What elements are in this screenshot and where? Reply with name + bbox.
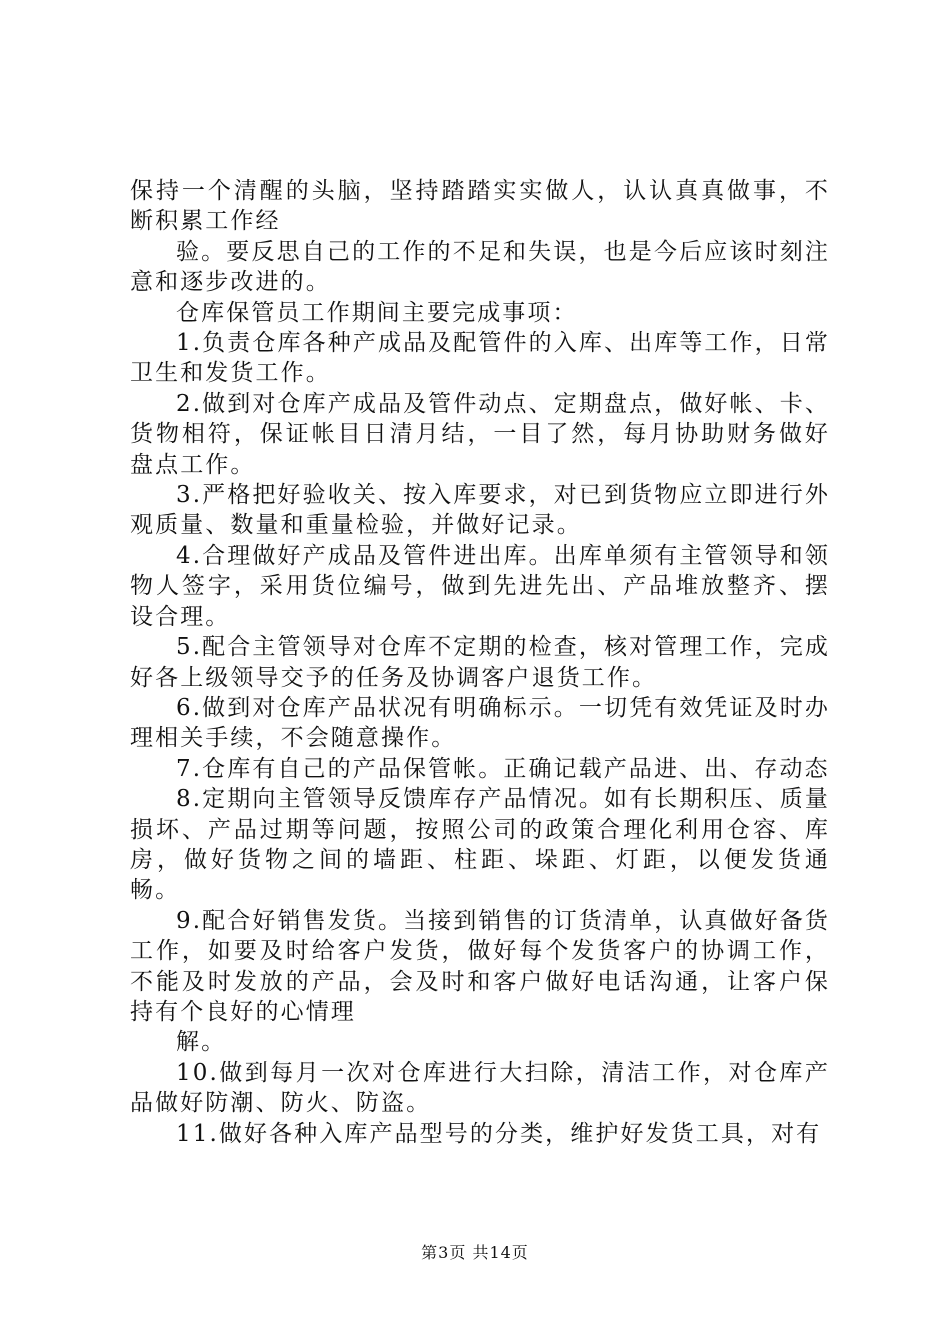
paragraph-9: 6.做到对仓库产品状况有明确标示。一切凭有效凭证及时办理相关手续，不会随意操作。 bbox=[130, 694, 830, 752]
document-body bbox=[130, 176, 830, 1149]
paragraph-13: 解。 bbox=[176, 1029, 227, 1056]
paragraph-2: 验。要反思自己的工作的不足和失误，也是今后应该时刻注意和逐步改进的。 bbox=[130, 238, 830, 296]
paragraph-10: 7.仓库有自己的产品保管帐。正确记载产品进、出、存动态 bbox=[176, 755, 830, 782]
paragraph-8: 5.配合主管领导对仓库不定期的检查，核对管理工作，完成好各上级领导交予的任务及协调客户退货工作。 bbox=[130, 634, 830, 691]
paragraph-5: 2.做到对仓库产成品及管件动点、定期盘点，做好帐、卡、货物相符，保证帐目日清月结，一目了然，每月协助财务做好盘点工作。 bbox=[130, 390, 830, 478]
paragraph-11: 8.定期向主管领导反馈库存产品情况。如有长期积压、质量损坏、产品过期等问题，按照公司的政策合理化利用仓容、库房，做好货物之间的墙距、柱距、垛距、灯距，以便发货通畅。 bbox=[130, 786, 830, 904]
paragraph-15: 11.做好各种入库产品型号的分类，维护好发货工具，对有 bbox=[176, 1120, 822, 1147]
paragraph-1: 保持一个清醒的头脑，坚持踏踏实实做人，认认真真做事，不断积累工作经 bbox=[130, 178, 830, 235]
paragraph-6: 3.严格把好验收关、按入库要求，对已到货物应立即进行外观质量、数量和重量检验，并做好记录。 bbox=[130, 482, 830, 539]
paragraph-14: 10.做到每月一次对仓库进行大扫除，清洁工作，对仓库产品做好防潮、防火、防盗。 bbox=[130, 1059, 830, 1117]
paragraph-7: 4.合理做好产成品及管件进出库。出库单须有主管领导和领物人签字，采用货位编号，做到先进先出、产品堆放整齐、摆设合理。 bbox=[130, 542, 830, 630]
page-footer: 第3页 共14页 bbox=[421, 1243, 529, 1262]
paragraph-3: 仓库保管员工作期间主要完成事项： bbox=[176, 299, 578, 326]
paragraph-4: 1.负责仓库各种产成品及配管件的入库、出库等工作，日常卫生和发货工作。 bbox=[130, 330, 830, 387]
paragraph-12: 9.配合好销售发货。当接到销售的订货清单，认真做好备货工作，如要及时给客户发货，做好每个发货客户的协调工作，不能及时发放的产品，会及时和客户做好电话沟通，让客户保持有个良好的心情理 bbox=[130, 907, 830, 1025]
